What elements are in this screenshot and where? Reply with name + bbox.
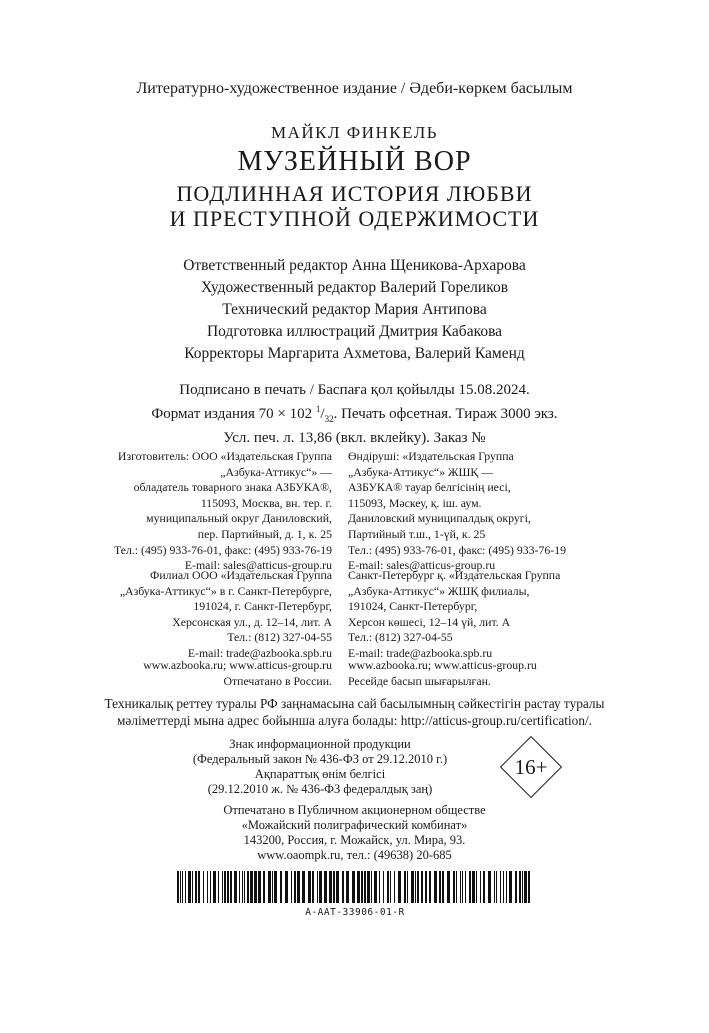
book-author: МАЙКЛ ФИНКЕЛЬ	[270, 123, 439, 142]
barcode-bar	[294, 871, 296, 903]
web-ru-line: Отпечатано в России.	[223, 673, 332, 688]
format-fraction-den: 32	[324, 414, 334, 424]
barcode-bar	[503, 871, 504, 903]
barcode-bar	[439, 871, 441, 903]
barcode-code: A-AAT-33906-01-R	[305, 907, 405, 918]
barcode-bar	[291, 871, 292, 903]
barcode-bar	[210, 871, 211, 903]
credit-line: Художественный редактор Валерий Гореликов	[200, 279, 509, 296]
barcode-bar	[506, 871, 507, 903]
barcode-bar	[230, 871, 232, 903]
barcode-bar	[417, 871, 419, 903]
barcode-bar	[242, 871, 243, 903]
barcode-bar	[469, 871, 471, 903]
barcode-bar	[258, 871, 261, 903]
manufacturer-ru-line: Тел.: (495) 933-76-01, факс: (495) 933-76-19	[113, 542, 332, 557]
manufacturer-ru-line: пер. Партийный, д. 1, к. 25	[197, 526, 332, 541]
barcode-bar	[329, 871, 332, 903]
branch-kz-line: Санкт-Петербург қ. «Издательская Группа	[348, 568, 561, 582]
barcode-bar	[415, 871, 416, 903]
barcode-bar	[472, 871, 475, 903]
printer-info	[0, 803, 709, 863]
web-ru-line: www.azbooka.ru; www.atticus-group.ru	[143, 658, 332, 672]
barcode-bar	[207, 871, 208, 903]
manufacturer-kz-line: 115093, Мәскеу, қ. іш. аум.	[348, 495, 482, 510]
barcode-bar	[203, 871, 204, 903]
branch-ru-line: „Азбука-Аттикус“» в г. Санкт-Петербурге,	[119, 583, 332, 598]
subtitle-line: ПОДЛИННАЯ ИСТОРИЯ ЛЮБВИ	[176, 181, 533, 206]
barcode-bar	[352, 871, 355, 903]
barcode-bar	[213, 871, 216, 903]
barcode-bar	[442, 871, 444, 903]
barcode-bar	[177, 871, 179, 903]
print-details	[0, 381, 709, 448]
barcode-bar	[453, 871, 455, 903]
barcode-bar	[317, 871, 318, 903]
barcode-bar	[361, 871, 363, 903]
barcode-bar	[404, 871, 406, 903]
info-sign-line: Ақпараттық өнім белгісі	[254, 767, 386, 781]
barcode-bar	[198, 871, 200, 903]
barcode-bar	[227, 871, 229, 903]
branch-kz-line: Тел.: (812) 327-04-55	[348, 630, 453, 645]
info-sign-line: (Федеральный закон № 436-ФЗ от 29.12.2010 г.)	[192, 752, 448, 766]
branch-ru	[60, 568, 332, 662]
barcode-bar	[394, 871, 395, 903]
barcode-bar	[324, 871, 327, 903]
barcode-bar	[357, 871, 360, 903]
manufacturer-kz-line: E-mail: sales@atticus-group.ru	[348, 558, 496, 573]
printer-line: www.oaompk.ru, тел.: (49638) 20-685	[257, 848, 452, 862]
barcode-bar	[312, 871, 314, 903]
web-ru	[60, 658, 332, 689]
barcode-bar	[218, 871, 219, 903]
barcode-icon	[175, 871, 535, 903]
web-kz	[348, 658, 668, 689]
barcode-bar	[302, 871, 305, 903]
credit-line: Подготовка иллюстраций Дмитрия Кабакова	[206, 323, 503, 340]
manufacturer-kz-line: Даниловский муниципалдық округі,	[348, 511, 531, 526]
branch-ru-line: E-mail: trade@azbooka.spb.ru	[187, 645, 332, 660]
barcode-bar	[364, 871, 366, 903]
barcode-bar	[462, 871, 463, 903]
barcode-bar	[460, 871, 461, 903]
format-prefix: Формат издания 70 × 102	[151, 406, 316, 422]
credit-line: Корректоры Маргарита Ахметова, Валерий Каменд	[184, 345, 525, 362]
barcode-bar	[239, 871, 240, 903]
info-sign-line: (29.12.2010 ж. № 436-ФЗ федералдық заң)	[207, 782, 433, 796]
barcode-bar	[342, 871, 344, 903]
barcode-bar	[494, 871, 495, 903]
branch-kz-line: E-mail: trade@azbooka.spb.ru	[348, 645, 493, 660]
barcode-bar	[371, 871, 372, 903]
manufacturer-ru-line: муниципальный округ Даниловский,	[146, 511, 332, 526]
barcode-bar	[528, 871, 530, 903]
age-rating-text: 16+	[514, 755, 548, 779]
barcode-bar	[188, 871, 191, 903]
barcode-bar	[274, 871, 277, 903]
manufacturer-ru-line: 115093, Москва, вн. тер. г.	[200, 495, 332, 510]
edition-type: Литературно-художественное издание / Әдеби-көркем басылым	[136, 80, 573, 97]
barcode-bar	[383, 871, 384, 903]
sheets-order: Усл. печ. л. 13,86 (вкл. вклейку). Заказ №	[223, 430, 486, 446]
subtitle-line: И ПРЕСТУПНОЙ ОДЕРЖИМОСТИ	[169, 206, 540, 231]
barcode-bar	[476, 871, 477, 903]
barcode-bar	[308, 871, 311, 903]
barcode-bar	[182, 871, 183, 903]
barcode-bar	[180, 871, 181, 903]
barcode-bar	[447, 871, 450, 903]
manufacturer-ru-line: Изготовитель: ООО «Издательская Группа	[117, 449, 332, 463]
barcode-bar	[234, 871, 237, 903]
barcode-bar	[483, 871, 485, 903]
manufacturer-ru-line: обладатель товарного знака АЗБУКА®,	[133, 480, 332, 495]
manufacturer-kz-line: АЗБУКА® тауар белгісінің иесі,	[348, 480, 511, 495]
barcode-bar	[195, 871, 197, 903]
barcode-bar	[272, 871, 273, 903]
barcode-bar	[488, 871, 491, 903]
branch-ru-line: Тел.: (812) 327-04-55	[227, 630, 332, 645]
web-kz-line: www.azbooka.ru; www.atticus-group.ru	[348, 658, 537, 672]
printer-line: Отпечатано в Публичном акционерном обществе	[223, 803, 486, 817]
credit-line: Технический редактор Мария Антипова	[222, 301, 487, 318]
barcode-bar	[224, 871, 226, 903]
barcode-bar	[333, 871, 335, 903]
barcode-bar	[390, 871, 391, 903]
manufacturer-ru	[60, 449, 332, 574]
barcode-bar	[398, 871, 401, 903]
barcode-bar	[509, 871, 512, 903]
manufacturer-kz-line: Өндіруші: «Издательская Группа	[348, 449, 514, 463]
certification-line: Техникалық реттеу туралы РФ заңнамасына сай басылымның сәйкестігін растау туралы	[104, 696, 605, 711]
format-suffix: . Печать офсетная. Тираж 3000 экз.	[333, 406, 558, 422]
certification-notice	[0, 695, 709, 729]
barcode-bar	[247, 871, 249, 903]
barcode-bar	[263, 871, 265, 903]
barcode-bar	[379, 871, 380, 903]
manufacturer-kz-line: Тел.: (495) 933-76-01, факс: (495) 933-76-19	[348, 542, 567, 557]
barcode-bar	[496, 871, 497, 903]
branch-kz-line: 191024, Санкт-Петербург,	[348, 599, 478, 614]
barcode-bar	[192, 871, 193, 903]
barcode-bar	[297, 871, 300, 903]
format-fraction-num: 1	[315, 404, 321, 414]
barcode-bar	[336, 871, 339, 903]
barcode-bar	[222, 871, 223, 903]
manufacturer-kz-line: „Азбука-Аттикус“» ЖШҚ —	[348, 464, 494, 479]
barcode-bar	[367, 871, 370, 903]
info-product-sign	[120, 737, 520, 797]
manufacturer-kz-line: Партийный т.ш., 1-үй, к. 25	[348, 526, 486, 541]
certification-line: мәліметтерді мына адрес бойынша алуға болады: http://atticus-group.ru/certification/.	[117, 713, 592, 728]
barcode-bar	[456, 871, 457, 903]
barcode-bar	[319, 871, 322, 903]
barcode-bar	[519, 871, 521, 903]
manufacturer-ru-line: E-mail: sales@atticus-group.ru	[184, 558, 332, 573]
printer-line: «Можайский полиграфический комбинат»	[241, 818, 468, 832]
branch-kz-line: Херсон көшесі, 12–14 үй, лит. А	[348, 614, 511, 629]
barcode-bar	[515, 871, 517, 903]
barcode-bar	[374, 871, 377, 903]
credit-line: Ответственный редактор Анна Щеникова-Архарова	[183, 257, 526, 274]
barcode-bar	[268, 871, 271, 903]
editorial-credits	[0, 255, 709, 365]
printer-line: 143200, Россия, г. Можайск, ул. Мира, 93.	[243, 833, 466, 847]
barcode-bar	[346, 871, 349, 903]
branch-kz	[348, 568, 668, 662]
barcode-bar	[280, 871, 282, 903]
branch-kz-line: „Азбука-Аттикус“» ЖШҚ филиалы,	[348, 583, 530, 598]
branch-ru-line: Херсонская ул., д. 12–14, лит. А	[172, 614, 332, 629]
barcode-bar	[480, 871, 481, 903]
barcode-bar	[285, 871, 288, 903]
barcode-bar	[434, 871, 437, 903]
barcode-bar	[500, 871, 501, 903]
web-kz-line: Ресейде басып шығарылған.	[348, 673, 491, 688]
branch-ru-line: Филиал ООО «Издательская Группа	[150, 568, 332, 582]
barcode-bar	[387, 871, 389, 903]
barcode-bar	[185, 871, 186, 903]
barcode-bar	[524, 871, 527, 903]
barcode-bar	[421, 871, 423, 903]
barcode-bar	[465, 871, 466, 903]
age-rating-badge	[499, 735, 563, 799]
book-title: МУЗЕЙНЫЙ ВОР	[237, 146, 472, 177]
barcode-bar	[411, 871, 414, 903]
signed-date: Подписано в печать / Баспаға қол қойылды 15.08.2024.	[179, 382, 530, 398]
barcode-bar	[254, 871, 257, 903]
barcode-bar	[425, 871, 427, 903]
barcode-bar	[522, 871, 523, 903]
barcode-bar	[244, 871, 245, 903]
manufacturer-kz	[348, 449, 668, 574]
book-subtitle	[0, 181, 709, 231]
barcode-bar	[407, 871, 408, 903]
barcode-bar	[429, 871, 431, 903]
format-line: Формат издания 70 × 102 $^1/_{32}$. Печать офсетная. Тираж 3000 экз.	[151, 404, 558, 424]
branch-ru-line: 191024, г. Санкт-Петербург,	[193, 599, 332, 614]
barcode-bar	[250, 871, 253, 903]
info-sign-line: Знак информационной продукции	[229, 737, 411, 751]
manufacturer-ru-line: „Азбука-Аттикус“» —	[220, 464, 332, 479]
